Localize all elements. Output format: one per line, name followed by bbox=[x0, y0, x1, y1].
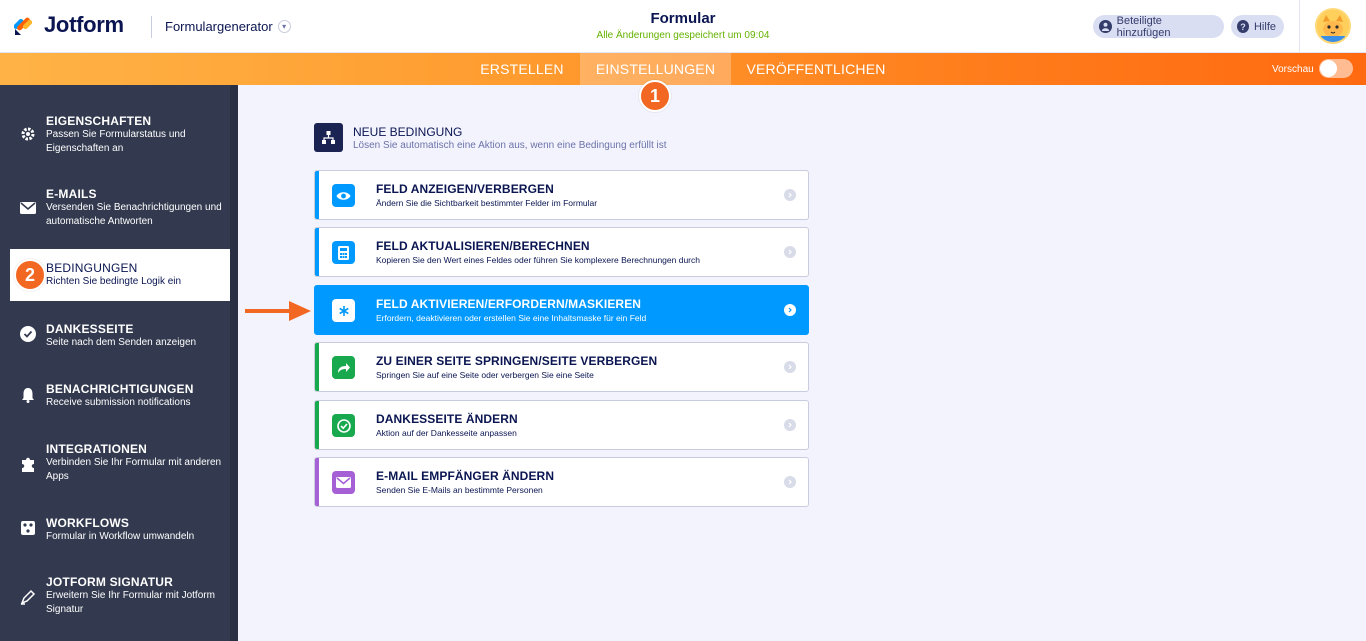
workflow-icon bbox=[18, 518, 38, 538]
help-label: Hilfe bbox=[1253, 20, 1276, 33]
save-status: Alle Änderungen gespeichert um 09:04 bbox=[596, 30, 770, 41]
condition-card-update-calculate[interactable] bbox=[314, 227, 809, 277]
card-stripe bbox=[315, 286, 319, 334]
top-header bbox=[0, 0, 1366, 53]
chevron-right-icon bbox=[784, 304, 796, 316]
card-stripe bbox=[315, 401, 319, 449]
card-title: FELD ANZEIGEN/VERBERGEN bbox=[376, 182, 554, 196]
condition-card-change-thankyou[interactable] bbox=[314, 400, 809, 450]
card-desc: Erfordern, deaktivieren oder erstellen Sie eine Inhaltsmaske für ein Feld bbox=[376, 313, 647, 323]
condition-card-change-recipient[interactable] bbox=[314, 457, 809, 507]
page-subtitle: Lösen Sie automatisch eine Aktion aus, wenn eine Bedingung erfüllt ist bbox=[353, 140, 667, 151]
sidebar-scrollbar[interactable] bbox=[230, 85, 238, 641]
card-stripe bbox=[315, 228, 319, 276]
card-stripe bbox=[315, 458, 319, 506]
hierarchy-icon bbox=[314, 123, 343, 152]
sidebar-item-title: JOTFORM SIGNATUR bbox=[46, 575, 173, 589]
gear-icon bbox=[18, 124, 38, 144]
card-title: ZU EINER SEITE SPRINGEN/SEITE VERBERGEN bbox=[376, 354, 658, 368]
chevron-right-icon bbox=[784, 361, 796, 373]
card-title: E-MAIL EMPFÄNGER ÄNDERN bbox=[376, 469, 555, 483]
sidebar-item-title: DANKESSEITE bbox=[46, 322, 134, 336]
page-title: NEUE BEDINGUNG bbox=[353, 125, 463, 139]
card-title: FELD AKTUALISIEREN/BERECHNEN bbox=[376, 239, 590, 253]
check-circle-icon bbox=[18, 324, 38, 344]
envelope-icon bbox=[18, 198, 38, 218]
sidebar-item-desc: Richten Sie bedingte Logik ein bbox=[46, 276, 182, 287]
chevron-right-icon bbox=[784, 246, 796, 258]
condition-card-enable-require-mask[interactable] bbox=[314, 285, 809, 335]
sidebar-item-desc: Formular in Workflow umwandeln bbox=[46, 531, 195, 542]
help-button[interactable] bbox=[1231, 15, 1284, 38]
sidebar-item-title: EIGENSCHAFTEN bbox=[46, 114, 152, 128]
card-title: FELD AKTIVIEREN/ERFORDERN/MASKIEREN bbox=[376, 297, 642, 311]
sidebar-item-thankyou[interactable] bbox=[0, 314, 230, 364]
sidebar-item-title: BENACHRICHTIGUNGEN bbox=[46, 382, 194, 396]
card-title: DANKESSEITE ÄNDERN bbox=[376, 412, 518, 426]
share-arrow-icon bbox=[332, 356, 355, 379]
sidebar-item-integrations[interactable] bbox=[0, 434, 230, 494]
question-icon: ? bbox=[1237, 20, 1249, 33]
header-divider-right bbox=[1299, 0, 1300, 53]
chevron-right-icon bbox=[784, 189, 796, 201]
card-stripe bbox=[315, 171, 319, 219]
puzzle-icon bbox=[18, 454, 38, 474]
chevron-right-icon bbox=[784, 476, 796, 488]
sidebar-item-emails[interactable] bbox=[0, 177, 230, 237]
eye-icon bbox=[332, 184, 355, 207]
tab-settings[interactable]: EINSTELLUNGEN bbox=[580, 53, 731, 85]
brand-name: Jotform bbox=[44, 12, 124, 37]
sidebar-item-workflows[interactable] bbox=[0, 508, 230, 558]
sidebar-item-desc: Receive submission notifications bbox=[46, 397, 191, 408]
card-desc: Senden Sie E-Mails an bestimmte Personen bbox=[376, 485, 543, 495]
asterisk-icon bbox=[332, 299, 355, 322]
bell-icon bbox=[18, 385, 38, 405]
sidebar-item-desc: Versenden Sie Benachrichtigungen und automatische Antworten bbox=[46, 202, 222, 227]
form-title[interactable]: Formular bbox=[650, 10, 716, 27]
avatar[interactable] bbox=[1315, 8, 1351, 44]
chevron-down-icon: ▾ bbox=[278, 20, 291, 33]
sidebar-item-title: INTEGRATIONEN bbox=[46, 442, 148, 456]
pen-icon bbox=[18, 587, 38, 607]
card-desc: Aktion auf der Dankesseite anpassen bbox=[376, 428, 517, 438]
sidebar-item-desc: Passen Sie Formularstatus und Eigenschaften an bbox=[46, 129, 186, 154]
card-stripe bbox=[315, 343, 319, 391]
card-desc: Kopieren Sie den Wert eines Feldes oder führen Sie komplexere Berechnungen durch bbox=[376, 255, 700, 265]
condition-card-skip-hide-page[interactable] bbox=[314, 342, 809, 392]
sidebar-item-notifications[interactable] bbox=[0, 374, 230, 424]
tab-create[interactable]: ERSTELLEN bbox=[480, 61, 564, 77]
step-badge-2: 2 bbox=[14, 259, 46, 291]
condition-card-show-hide[interactable] bbox=[314, 170, 809, 220]
sidebar-item-desc: Verbinden Sie Ihr Formular mit anderen Apps bbox=[46, 457, 222, 482]
sidebar-item-title: BEDINGUNGEN bbox=[46, 261, 138, 275]
form-builder-label: Formulargenerator bbox=[165, 19, 273, 34]
tab-publish[interactable]: VERÖFFENTLICHEN bbox=[746, 61, 886, 77]
envelope-icon bbox=[332, 471, 355, 494]
step-badge-1: 1 bbox=[639, 80, 671, 112]
preview-label: Vorschau bbox=[1272, 64, 1314, 75]
sidebar-item-title: E-MAILS bbox=[46, 187, 97, 201]
preview-toggle-knob bbox=[1320, 60, 1337, 77]
chevron-right-icon bbox=[784, 419, 796, 431]
check-circle-icon bbox=[332, 414, 355, 437]
main-navigation bbox=[0, 53, 1366, 85]
pointer-arrow-icon bbox=[245, 299, 315, 323]
sidebar-item-title: WORKFLOWS bbox=[46, 516, 130, 530]
sidebar-item-desc: Seite nach dem Senden anzeigen bbox=[46, 337, 197, 348]
invite-collaborators-button[interactable] bbox=[1093, 15, 1224, 38]
card-desc: Ändern Sie die Sichtbarkeit bestimmter Felder im Formular bbox=[376, 198, 598, 208]
sidebar-item-signature[interactable] bbox=[0, 567, 230, 627]
card-desc: Springen Sie auf eine Seite oder verbergen Sie eine Seite bbox=[376, 370, 594, 380]
user-icon bbox=[1099, 20, 1112, 33]
sidebar-item-properties[interactable] bbox=[0, 104, 230, 164]
sidebar-item-desc: Erweitern Sie Ihr Formular mit Jotform Signatur bbox=[46, 590, 215, 615]
invite-label: Beteiligte hinzufügen bbox=[1116, 14, 1171, 39]
calculator-icon bbox=[332, 241, 355, 264]
